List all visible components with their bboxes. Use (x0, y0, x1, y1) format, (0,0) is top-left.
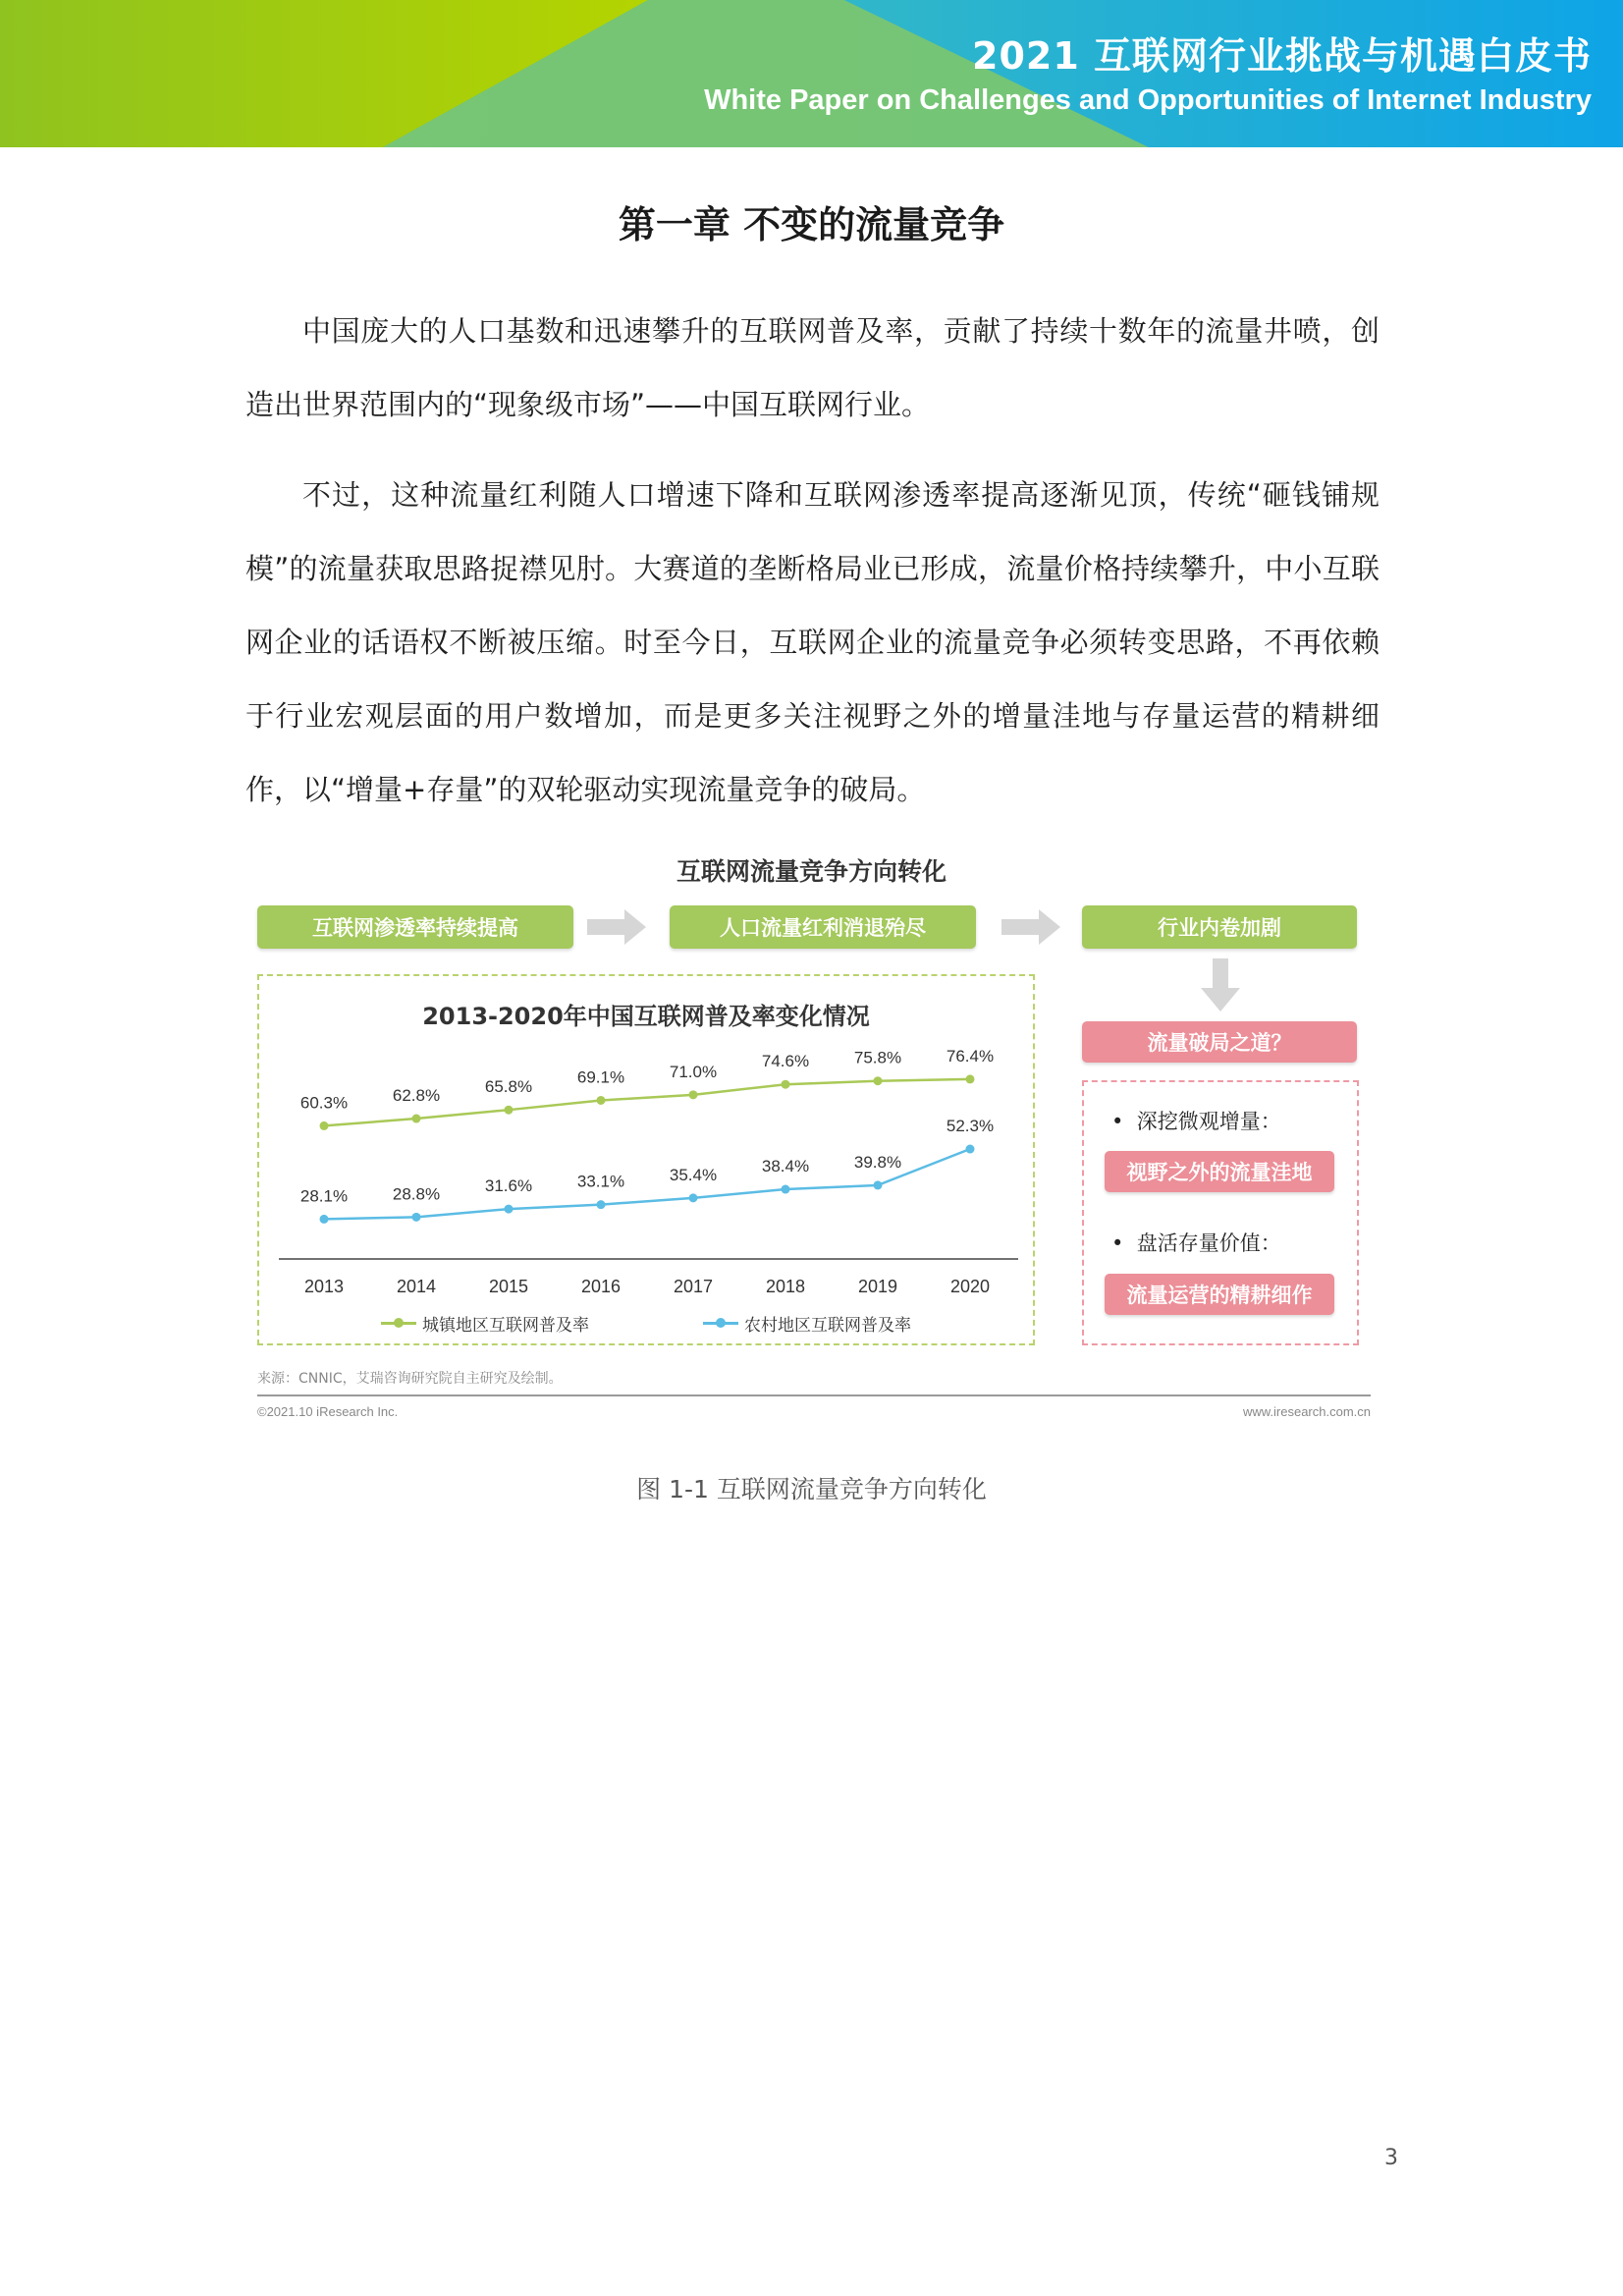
data-point (412, 1115, 421, 1123)
data-label: 75.8% (853, 1048, 902, 1067)
data-label: 60.3% (299, 1093, 349, 1113)
data-label: 33.1% (576, 1172, 625, 1191)
solution-bullet-text: 盘活存量价值： (1136, 1231, 1281, 1255)
x-tick-label: 2019 (857, 1277, 898, 1296)
data-label: 62.8% (392, 1086, 441, 1106)
solution-tag: 视野之外的流量洼地 (1105, 1151, 1334, 1192)
copyright: ©2021.10 iResearch Inc. (257, 1404, 399, 1419)
data-point (320, 1121, 329, 1130)
x-tick-label: 2016 (580, 1277, 622, 1296)
x-tick-label: 2015 (488, 1277, 529, 1296)
data-point (320, 1215, 329, 1224)
penetration-line-chart (257, 1041, 1035, 1306)
data-point (782, 1080, 790, 1089)
website: www.iresearch.com.cn (1242, 1404, 1371, 1419)
solution-tag: 流量运营的精耕细作 (1105, 1274, 1334, 1315)
legend-item-urban (381, 1311, 589, 1336)
flow-step-dividend: 人口流量红利消退殆尽 (670, 905, 976, 949)
data-point (597, 1096, 606, 1105)
question-badge: 流量破局之道？ (1082, 1021, 1357, 1063)
data-label: 35.4% (669, 1165, 718, 1184)
legend-label-rural: 农村地区互联网普及率 (744, 1316, 911, 1336)
figure-caption: 图 1-1 互联网流量竞争方向转化 (636, 1475, 987, 1503)
data-label: 71.0% (669, 1062, 718, 1081)
arrow-right-icon (587, 909, 648, 945)
data-point (966, 1074, 975, 1083)
data-label: 38.4% (761, 1157, 810, 1176)
x-tick-label: 2017 (673, 1277, 714, 1296)
chapter-title: 第一章 不变的流量竞争 (618, 203, 1005, 246)
x-tick-label: 2013 (303, 1277, 345, 1296)
legend-item-rural (703, 1311, 911, 1336)
data-label: 69.1% (576, 1067, 625, 1087)
data-label: 65.8% (484, 1077, 533, 1097)
solution-bullet-text: 深挖微观增量： (1136, 1110, 1281, 1133)
legend-swatch-rural (703, 1322, 738, 1325)
page-number: 3 (1384, 2146, 1398, 2170)
legend-swatch-urban (381, 1322, 416, 1325)
solution-bullet: • 盘活存量价值： (1111, 1231, 1281, 1255)
data-point (966, 1145, 975, 1154)
report-subtitle: White Paper on Challenges and Opportunities of Internet Industry (704, 84, 1592, 116)
data-point (412, 1213, 421, 1222)
x-tick-label: 2020 (949, 1277, 991, 1296)
data-label: 28.8% (392, 1184, 441, 1204)
data-label: 74.6% (761, 1052, 810, 1071)
data-label: 28.1% (299, 1186, 349, 1206)
data-point (689, 1193, 698, 1202)
data-point (505, 1106, 514, 1115)
flow-step-penetration: 互联网渗透率持续提高 (257, 905, 573, 949)
paragraph: 中国庞大的人口基数和迅速攀升的互联网普及率，贡献了持续十数年的流量井喷，创造出世界范围内的“现象级市场”——中国互联网行业。 (245, 314, 1380, 421)
paragraph: 不过，这种流量红利随人口增速下降和互联网渗透率提高逐渐见顶，传统“砸钱铺规模”的流量获取思路捉襟见肘。大赛道的垄断格局业已形成，流量价格持续攀升，中小互联网企业的话语权不断被压缩。时至今日，互联网企业的流量竞争必须转变思路，不再依赖于行业宏观层面的用户数增加，而是更多关注视野之外的增量洼地与存量运营的精耕细作，以“增量+存量”的双轮驱动实现流量竞争的破局。 (245, 478, 1380, 806)
figure-source: 来源：CNNIC，艾瑞咨询研究院自主研究及绘制。 (257, 1371, 563, 1387)
data-point (505, 1205, 514, 1214)
solution-bullet: • 深挖微观增量： (1111, 1110, 1281, 1133)
arrow-right-icon (1001, 909, 1062, 945)
data-label: 31.6% (484, 1176, 533, 1196)
chart-title: 2013-2020年中国互联网普及率变化情况 (422, 1003, 870, 1030)
divider (257, 1394, 1371, 1396)
data-label: 52.3% (946, 1117, 995, 1136)
data-label: 76.4% (946, 1046, 995, 1066)
report-title: 2021 互联网行业挑战与机遇白皮书 (972, 34, 1592, 78)
data-point (597, 1200, 606, 1209)
header-banner (0, 0, 1623, 147)
figure-title: 互联网流量竞争方向转化 (676, 857, 947, 886)
data-label: 39.8% (853, 1152, 902, 1172)
data-point (874, 1180, 883, 1189)
data-point (782, 1185, 790, 1194)
arrow-down-icon (1201, 958, 1240, 1011)
legend-label-urban: 城镇地区互联网普及率 (422, 1316, 589, 1336)
x-tick-label: 2018 (765, 1277, 806, 1296)
data-point (689, 1090, 698, 1099)
x-tick-label: 2014 (396, 1277, 437, 1296)
data-point (874, 1076, 883, 1085)
flow-step-involution: 行业内卷加剧 (1082, 905, 1357, 949)
